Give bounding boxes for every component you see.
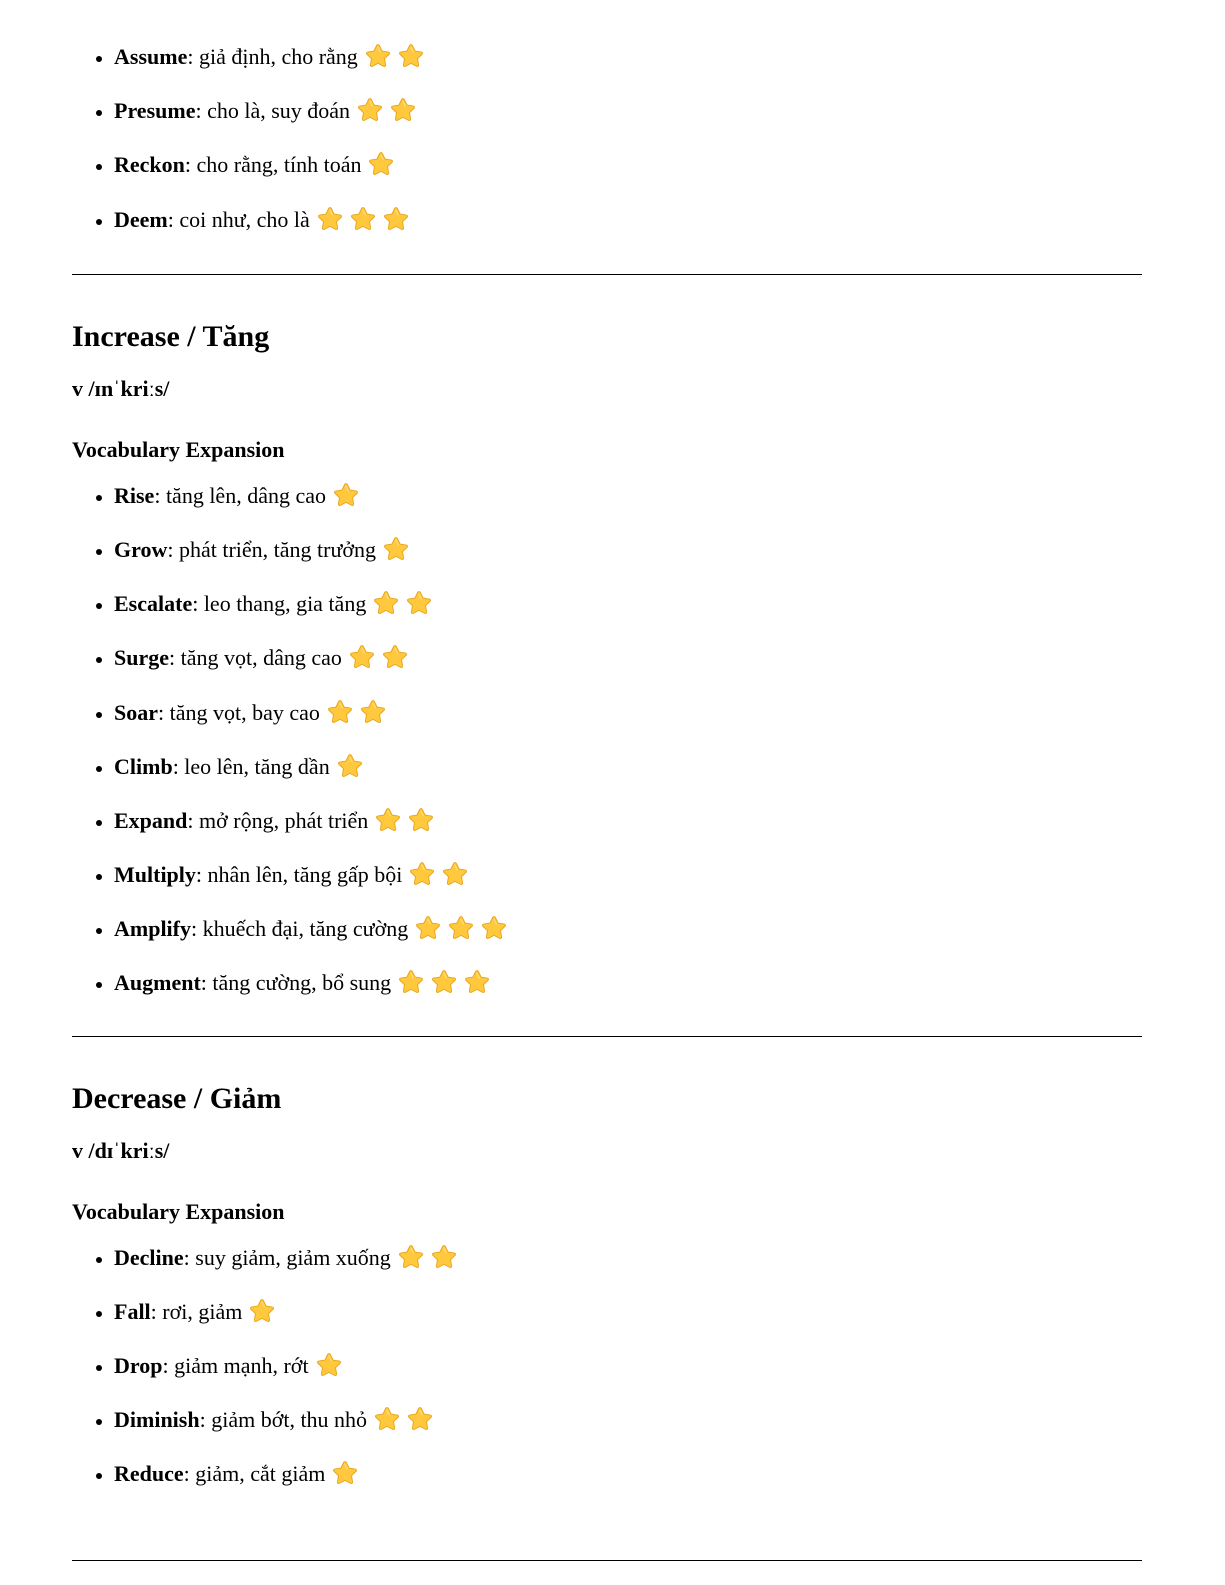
- star-icon: [463, 968, 491, 996]
- star-icon: [326, 698, 354, 726]
- star-rating: [248, 1291, 281, 1345]
- star-rating: [408, 854, 474, 908]
- star-icon: [480, 914, 508, 942]
- list-item: [114, 1393, 1142, 1447]
- star-icon: [407, 806, 435, 834]
- vocabulary-expansion-heading: Vocabulary Expansion: [72, 436, 285, 462]
- pronunciation: v /dɪˈkriːs/: [72, 1137, 170, 1163]
- vocab-term: Decline: [114, 1244, 184, 1270]
- list-item: [114, 577, 1142, 631]
- list-item: [114, 1231, 1142, 1285]
- star-icon: [248, 1297, 276, 1325]
- list-item: [114, 956, 1142, 1010]
- vocab-meaning: : giả định, cho rằng: [187, 44, 358, 69]
- star-rating: [336, 746, 369, 800]
- star-icon: [374, 806, 402, 834]
- list-item: [114, 902, 1142, 956]
- vocab-term: Augment: [114, 970, 201, 996]
- list-item: [114, 30, 1142, 84]
- vocab-meaning: : leo thang, gia tăng: [192, 591, 367, 617]
- star-icon: [397, 1243, 425, 1271]
- vocab-meaning: : tăng vọt, bay cao: [158, 699, 320, 725]
- vocab-term: Reduce: [114, 1461, 184, 1487]
- star-icon: [389, 96, 417, 124]
- list-item: [114, 84, 1142, 138]
- vocab-meaning: : tăng lên, dâng cao: [154, 482, 326, 508]
- vocab-term: Presume: [114, 98, 196, 124]
- star-icon: [372, 589, 400, 617]
- star-icon: [348, 643, 376, 671]
- list-item: [114, 523, 1142, 577]
- top-vocab-list: [72, 30, 1142, 247]
- decrease-vocab-list: [72, 1231, 1142, 1502]
- star-rating: [356, 90, 422, 144]
- vocab-term: Assume: [114, 44, 188, 69]
- vocab-meaning: : rơi, giảm: [150, 1298, 243, 1324]
- list-item: [114, 631, 1142, 685]
- star-rating: [374, 800, 440, 854]
- vocab-term: Drop: [114, 1353, 163, 1378]
- star-icon: [441, 860, 469, 888]
- section-title: Decrease / Giảm: [72, 1081, 282, 1115]
- star-icon: [373, 1405, 401, 1433]
- section-divider: [72, 1036, 1142, 1037]
- star-icon: [397, 968, 425, 996]
- vocab-term: Amplify: [114, 916, 191, 942]
- star-rating: [364, 36, 430, 90]
- vocab-meaning: : mở rộng, phát triển: [187, 807, 369, 833]
- vocab-term: Rise: [114, 482, 155, 508]
- list-item: [114, 848, 1142, 902]
- star-rating: [372, 583, 438, 637]
- vocab-meaning: : coi như, cho là: [167, 206, 310, 232]
- vocab-term: Reckon: [114, 152, 185, 178]
- vocab-term: Climb: [114, 753, 173, 779]
- star-rating: [397, 962, 496, 1016]
- star-rating: [315, 1345, 348, 1399]
- star-icon: [316, 205, 344, 233]
- star-rating: [331, 1453, 364, 1507]
- star-rating: [316, 199, 415, 253]
- vocab-meaning: : leo lên, tăng dần: [172, 753, 330, 779]
- vocab-term: Deem: [114, 206, 168, 232]
- vocab-meaning: : tăng cường, bổ sung: [200, 970, 392, 996]
- section-title: Increase / Tăng: [72, 319, 270, 353]
- star-icon: [430, 1243, 458, 1271]
- star-icon: [397, 42, 425, 70]
- list-item: [114, 138, 1142, 192]
- star-icon: [406, 1405, 434, 1433]
- vocab-meaning: : nhân lên, tăng gấp bội: [195, 862, 403, 888]
- list-item: [114, 686, 1142, 740]
- section-divider: [72, 274, 1142, 275]
- vocab-meaning: : cho rằng, tính toán: [184, 152, 362, 178]
- vocab-term: Surge: [114, 645, 169, 671]
- vocab-meaning: : giảm mạnh, rớt: [162, 1353, 309, 1378]
- star-rating: [348, 637, 414, 691]
- list-item: [114, 193, 1142, 247]
- vocab-term: Soar: [114, 699, 158, 725]
- star-icon: [349, 205, 377, 233]
- star-icon: [447, 914, 475, 942]
- star-rating: [373, 1399, 439, 1453]
- star-icon: [382, 205, 410, 233]
- star-icon: [381, 643, 409, 671]
- list-item: [114, 1285, 1142, 1339]
- star-rating: [326, 692, 392, 746]
- star-icon: [430, 968, 458, 996]
- star-icon: [367, 150, 395, 178]
- vocab-meaning: : khuếch đại, tăng cường: [191, 916, 409, 942]
- list-item: [114, 794, 1142, 848]
- vocab-meaning: : suy giảm, giảm xuống: [183, 1244, 391, 1270]
- section-increase: [72, 319, 1142, 1011]
- vocab-meaning: : tăng vọt, dâng cao: [169, 645, 342, 671]
- star-icon: [315, 1351, 343, 1379]
- star-rating: [332, 475, 365, 529]
- list-item: [114, 1339, 1142, 1393]
- vocab-meaning: : giảm, cắt giảm: [183, 1461, 326, 1487]
- vocab-term: Diminish: [114, 1407, 200, 1433]
- vocab-meaning: : phát triển, tăng trưởng: [167, 536, 377, 562]
- star-icon: [336, 752, 364, 780]
- star-icon: [364, 42, 392, 70]
- star-icon: [405, 589, 433, 617]
- vocab-term: Fall: [114, 1298, 151, 1324]
- document-page: [72, 0, 1142, 1561]
- vocabulary-expansion-heading: Vocabulary Expansion: [72, 1198, 285, 1224]
- star-icon: [408, 860, 436, 888]
- list-item: [114, 1447, 1142, 1501]
- star-icon: [332, 481, 360, 509]
- vocab-term: Multiply: [114, 862, 196, 888]
- vocab-term: Escalate: [114, 591, 193, 617]
- vocab-meaning: : cho là, suy đoán: [195, 98, 351, 124]
- star-icon: [359, 698, 387, 726]
- vocab-meaning: : giảm bớt, thu nhỏ: [199, 1407, 368, 1433]
- star-icon: [356, 96, 384, 124]
- vocab-term: Grow: [114, 536, 168, 562]
- star-rating: [367, 144, 400, 198]
- pronunciation: v /ɪnˈkriːs/: [72, 375, 170, 401]
- star-rating: [397, 1237, 463, 1291]
- vocab-term: Expand: [114, 807, 188, 833]
- star-icon: [331, 1459, 359, 1487]
- list-item: [114, 740, 1142, 794]
- star-rating: [382, 529, 415, 583]
- star-icon: [382, 535, 410, 563]
- star-icon: [414, 914, 442, 942]
- increase-vocab-list: [72, 469, 1142, 1011]
- section-decrease: [72, 1081, 1142, 1502]
- star-rating: [414, 908, 513, 962]
- page-bottom-divider: [72, 1560, 1142, 1561]
- list-item: [114, 469, 1142, 523]
